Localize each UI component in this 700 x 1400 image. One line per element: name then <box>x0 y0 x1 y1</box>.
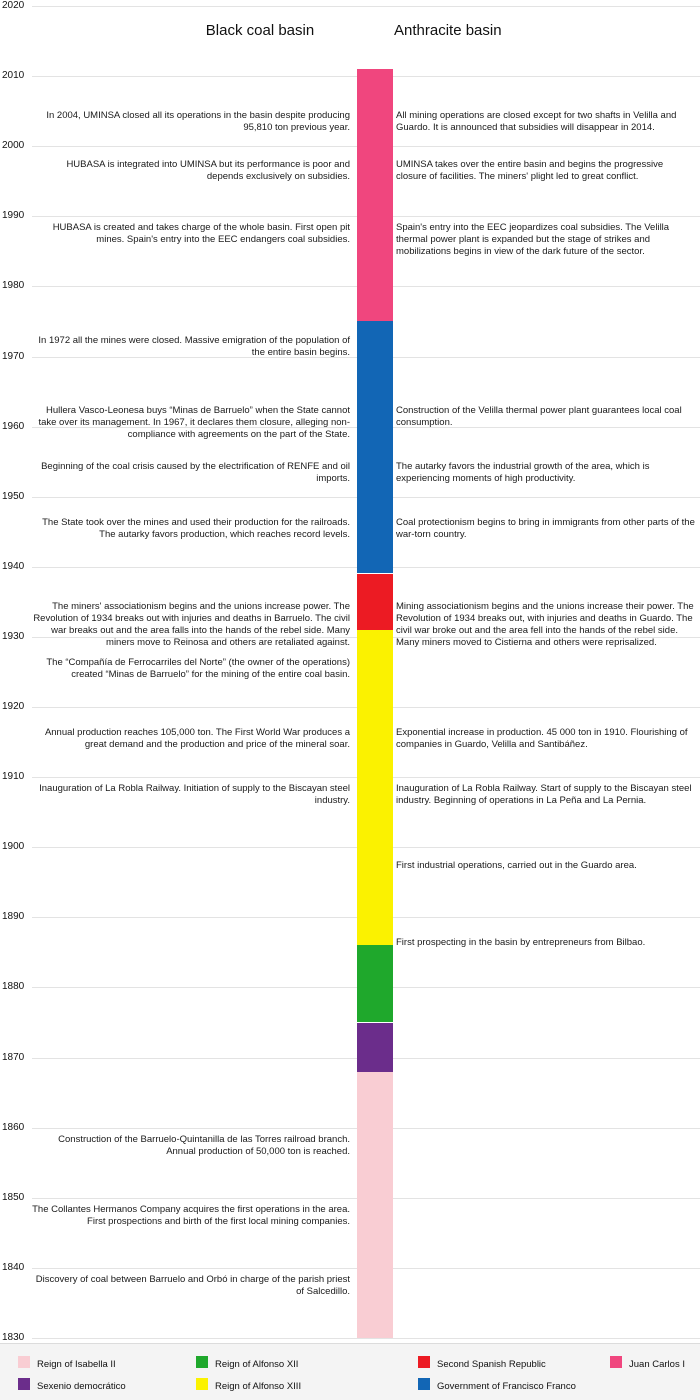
axis-tick-label: 1900 <box>2 841 25 852</box>
period-band-reign-of-alfonso-xiii <box>357 630 393 945</box>
period-band-government-of-francisco-franco <box>357 321 393 573</box>
timeline-event: First industrial operations, carried out in the Guardo area. <box>396 860 637 871</box>
grid-line <box>32 6 700 7</box>
period-band-reign-of-alfonso-xii <box>357 945 393 1022</box>
axis-tick-label: 1960 <box>2 421 25 432</box>
legend-color-swatch <box>610 1356 622 1368</box>
timeline-event: All mining operations are closed except for two shafts in Velilla and Guardo. It is announced that subsidies will disappear in 2014. <box>396 110 677 134</box>
legend-label: Sexenio democrático <box>37 1381 126 1392</box>
legend-label: Reign of Isabella II <box>37 1359 116 1370</box>
timeline-event: The miners' associationism begins and the unions increase power. The Revolution of 1934 breaks out with injuries and deaths in Barruelo. The civil war breaks out and the area falls into the hands of the rebel side. Many miners move to Reinosa and others are retaliated against. <box>33 601 350 649</box>
timeline-event: Discovery of coal between Barruelo and Orbó in charge of the parish priest of Salcedillo. <box>35 1274 350 1298</box>
timeline-event: The “Compañía de Ferrocarriles del Norte” (the owner of the operations) created “Minas de Barruelo” for the mining of the entire coal basin. <box>46 657 350 681</box>
axis-tick-label: 2020 <box>2 0 25 11</box>
timeline-event: Construction of the Velilla thermal power plant guarantees local coal consumption. <box>396 405 682 429</box>
axis-tick-label: 2010 <box>2 70 25 81</box>
axis-tick-label: 1830 <box>2 1332 25 1343</box>
legend-item <box>18 1378 126 1392</box>
legend-label: Juan Carlos I <box>629 1359 685 1370</box>
axis-tick-label: 1910 <box>2 771 25 782</box>
grid-line <box>32 1338 700 1339</box>
column-header-black-coal-basin: Black coal basin <box>205 22 315 39</box>
period-band-sexenio-democratico-2 <box>357 1023 393 1051</box>
timeline-event: HUBASA is integrated into UMINSA but its performance is poor and depends exclusively on subsidies. <box>66 159 350 183</box>
axis-tick-label: 1850 <box>2 1192 25 1203</box>
timeline-event: Inauguration of La Robla Railway. Initiation of supply to the Biscayan steel industry. <box>39 783 350 807</box>
legend-color-swatch <box>18 1356 30 1368</box>
legend-item <box>418 1356 546 1370</box>
axis-tick-label: 1940 <box>2 561 25 572</box>
timeline-event: The Collantes Hermanos Company acquires the first operations in the area. First prospections and birth of the first local mining companies. <box>32 1204 350 1228</box>
legend-color-swatch <box>18 1378 30 1390</box>
timeline-event: Mining associationism begins and the unions increase their power. The Revolution of 1934 breaks out, with injuries and deaths in Guardo. The civil war broke out and the area fell into the hands of the rebel side. Many miners moved to Cistierna and others were reprisalized. <box>396 601 694 649</box>
legend-color-swatch <box>196 1378 208 1390</box>
legend-item <box>610 1356 685 1370</box>
timeline-event: The autarky favors the industrial growth of the area, which is experiencing moments of high productivity. <box>396 461 650 485</box>
timeline-event: Coal protectionism begins to bring in immigrants from other parts of the war-torn country. <box>396 517 695 541</box>
legend-item <box>418 1378 576 1392</box>
legend-item <box>18 1356 116 1370</box>
timeline-event: First prospecting in the basin by entrepreneurs from Bilbao. <box>396 937 646 948</box>
axis-tick-label: 2000 <box>2 140 25 151</box>
timeline-event: Exponential increase in production. 45 000 ton in 1910. Flourishing of companies in Guardo, Velilla and Santibáñez. <box>396 727 688 751</box>
timeline-event: In 1972 all the mines were closed. Massive emigration of the population of the entire basin begins. <box>38 335 350 359</box>
timeline-event: HUBASA is created and takes charge of the whole basin. First open pit mines. Spain's entry into the EEC endangers coal subsidies. <box>52 222 350 246</box>
timeline-event: The State took over the mines and used their production for the railroads. The autarky favors production, which reaches record levels. <box>42 517 350 541</box>
axis-tick-label: 1880 <box>2 981 25 992</box>
timeline-event: In 2004, UMINSA closed all its operations in the basin despite producing 95,810 ton previous year. <box>46 110 350 134</box>
period-band-sexenio-democratico <box>357 1051 393 1072</box>
legend-color-swatch <box>418 1356 430 1368</box>
axis-tick-label: 1950 <box>2 491 25 502</box>
timeline-event: Inauguration of La Robla Railway. Start of supply to the Biscayan steel industry. Beginning of operations in La Peña and La Pernia. <box>396 783 692 807</box>
timeline-event: Annual production reaches 105,000 ton. The First World War produces a great demand and the production and price of the mineral soar. <box>44 727 350 751</box>
legend-label: Government of Francisco Franco <box>437 1381 576 1392</box>
axis-tick-label: 1920 <box>2 701 25 712</box>
column-header-anthracite-basin: Anthracite basin <box>394 22 502 39</box>
axis-tick-label: 1980 <box>2 280 25 291</box>
axis-tick-label: 1990 <box>2 210 25 221</box>
axis-tick-label: 1840 <box>2 1262 25 1273</box>
timeline-event: UMINSA takes over the entire basin and begins the progressive closure of facilities. The miners' plight led to great conflict. <box>396 159 664 183</box>
legend-label: Reign of Alfonso XIII <box>215 1381 302 1392</box>
legend-color-swatch <box>418 1378 430 1390</box>
legend-label: Second Spanish Republic <box>437 1359 546 1370</box>
legend-item <box>196 1378 301 1392</box>
axis-tick-label: 1890 <box>2 911 25 922</box>
timeline-event: Hullera Vasco-Leonesa buys “Minas de Barruelo” when the State cannot take over its management. In 1967, it declares them closure, alleging non-compliance with agreements on the part of the State. <box>38 405 350 441</box>
axis-tick-label: 1970 <box>2 351 25 362</box>
axis-tick-label: 1930 <box>2 631 25 642</box>
axis-tick-label: 1860 <box>2 1122 25 1133</box>
legend-color-swatch <box>196 1356 208 1368</box>
period-band-reign-of-isabella-ii <box>357 1072 393 1338</box>
timeline-event: Beginning of the coal crisis caused by the electrification of RENFE and oil imports. <box>41 461 350 485</box>
legend-label: Reign of Alfonso XII <box>215 1359 299 1370</box>
legend-item <box>196 1356 298 1370</box>
period-band-second-spanish-republic <box>357 574 393 630</box>
timeline-event: Spain's entry into the EEC jeopardizes coal subsidies. The Velilla thermal power plant is expanded but the stage of strikes and mobilizations begins in view of the dark future of the sector. <box>396 222 670 258</box>
axis-tick-label: 1870 <box>2 1052 25 1063</box>
timeline-event: Construction of the Barruelo-Quintanilla de las Torres railroad branch. Annual production of 50,000 ton is reached. <box>58 1134 350 1158</box>
legend <box>0 1343 700 1400</box>
period-band-juan-carlos-i <box>357 69 393 321</box>
